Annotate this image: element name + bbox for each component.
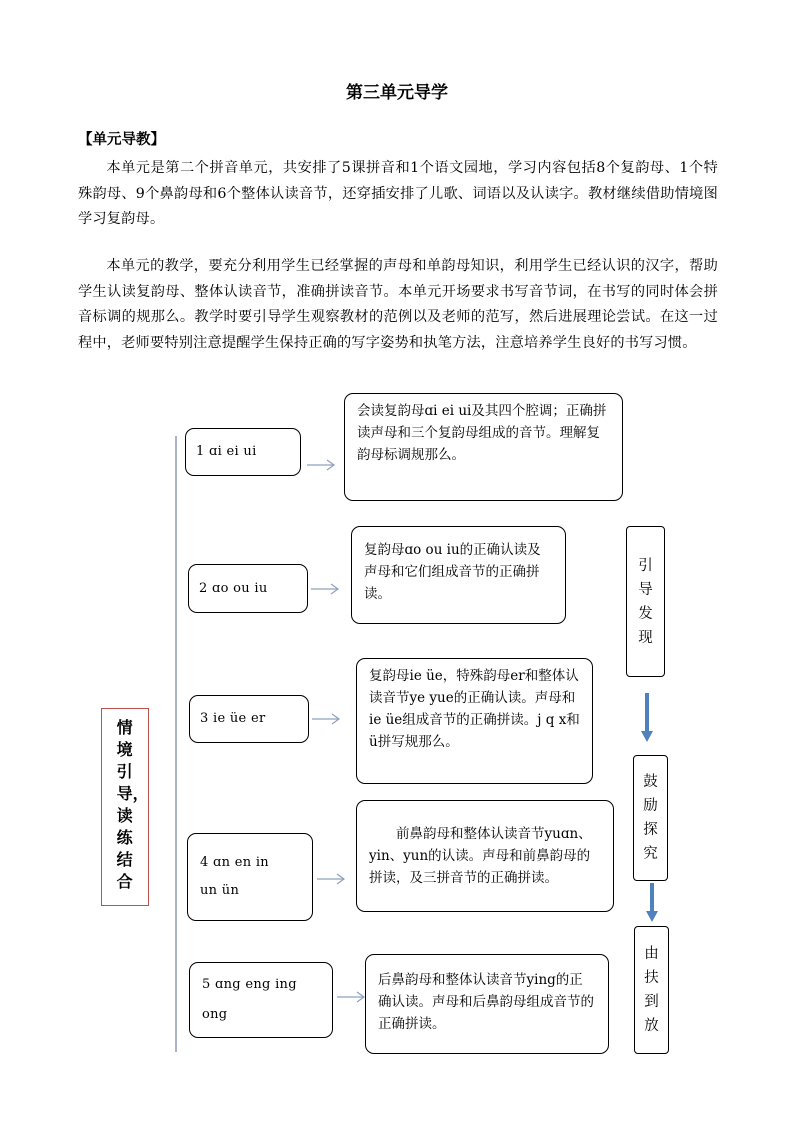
intro-paragraph-2: 本单元的教学，要充分利用学生已经掌握的声母和单韵母知识，利用学生已经认识的汉字，帮助学生认读复韵母、整体认读音节，准确拼读音节。本单元开场要求书写音节词，在书写的同时体会拼音标调的规那么。教学时要引导学生观察教材的范例以及老师的范写，然后进展理论尝试。在这一过程中，老师要特别注意提醒学生保持正确的写字姿势和执笔方法，注意培养学生良好的书写习惯。 bbox=[78, 258, 718, 351]
lesson-label: 2 ɑo ou iu bbox=[199, 580, 268, 596]
lesson-label: 5 ɑng eng ing ong bbox=[202, 977, 297, 1022]
lesson-desc-box-4 bbox=[356, 800, 614, 912]
page-title: 第三单元导学 bbox=[346, 83, 448, 103]
stage-box-2 bbox=[633, 755, 668, 881]
stage-label: 引导发现 bbox=[638, 557, 653, 646]
stage-label: 鼓励探究 bbox=[643, 774, 658, 862]
arrow-right-icon bbox=[336, 990, 366, 1004]
arrow-right-icon bbox=[310, 582, 340, 596]
lesson-desc: 前鼻韵母和整体认读音节yuɑn、yin、yun的认读。声母和前鼻韵母的拼读，及三拼音节的正确拼读。 bbox=[369, 826, 592, 886]
lesson-desc-box-2 bbox=[351, 526, 566, 624]
lesson-desc: 后鼻韵母和整体认读音节ying的正确认读。声母和后鼻韵母组成音节的正确拼读。 bbox=[378, 972, 594, 1032]
stage-box-1 bbox=[626, 526, 665, 677]
arrow-right-icon bbox=[311, 712, 341, 726]
lesson-desc: 会读复韵母ɑi ei ui及其四个腔调；正确拼读声母和三个复韵母组成的音节。理解复韵母标调规那么。 bbox=[357, 403, 607, 463]
arrow-down-icon bbox=[645, 883, 659, 923]
diagram-trunk-line bbox=[175, 436, 177, 1052]
lesson-label: 1 ɑi ei ui bbox=[196, 444, 257, 459]
lesson-box-4 bbox=[187, 833, 313, 921]
arrow-right-icon bbox=[306, 458, 336, 472]
intro-paragraph-1: 本单元是第二个拼音单元，共安排了5课拼音和1个语文园地，学习内容包括8个复韵母、1个特殊韵母、9个鼻韵母和6个整体认读音节，还穿插安排了儿歌、词语以及认读字。教材继续借助情境图学习复韵母。 bbox=[78, 160, 718, 227]
lesson-box-5 bbox=[189, 962, 333, 1038]
lesson-desc-box-5 bbox=[365, 954, 609, 1054]
arrow-right-icon bbox=[316, 872, 346, 886]
lesson-box-2 bbox=[188, 564, 308, 613]
lesson-label: 4 ɑn en in un ün bbox=[200, 855, 269, 898]
lesson-desc: 复韵母ɑo ou iu的正确认读及声母和它们组成音节的正确拼读。 bbox=[364, 542, 541, 602]
side-label-box bbox=[101, 708, 149, 906]
lesson-desc: 复韵母ie üe，特殊韵母er和整体认读音节ye yue的正确认读。声母和ie üe组成音节的正确拼读。j q x和ü拼写规那么。 bbox=[369, 668, 580, 750]
lesson-desc-box-3 bbox=[356, 658, 593, 784]
arrow-down-icon bbox=[640, 693, 654, 743]
side-label: 情境引导，读练结合 bbox=[116, 718, 149, 891]
lesson-label: 3 ie üe er bbox=[200, 711, 266, 726]
lesson-box-1 bbox=[185, 428, 301, 476]
stage-box-3 bbox=[634, 926, 669, 1054]
stage-label: 由扶到放 bbox=[644, 946, 659, 1034]
lesson-box-3 bbox=[189, 695, 309, 743]
section-heading: 【单元导教】 bbox=[78, 132, 165, 148]
lesson-desc-box-1 bbox=[344, 393, 623, 501]
